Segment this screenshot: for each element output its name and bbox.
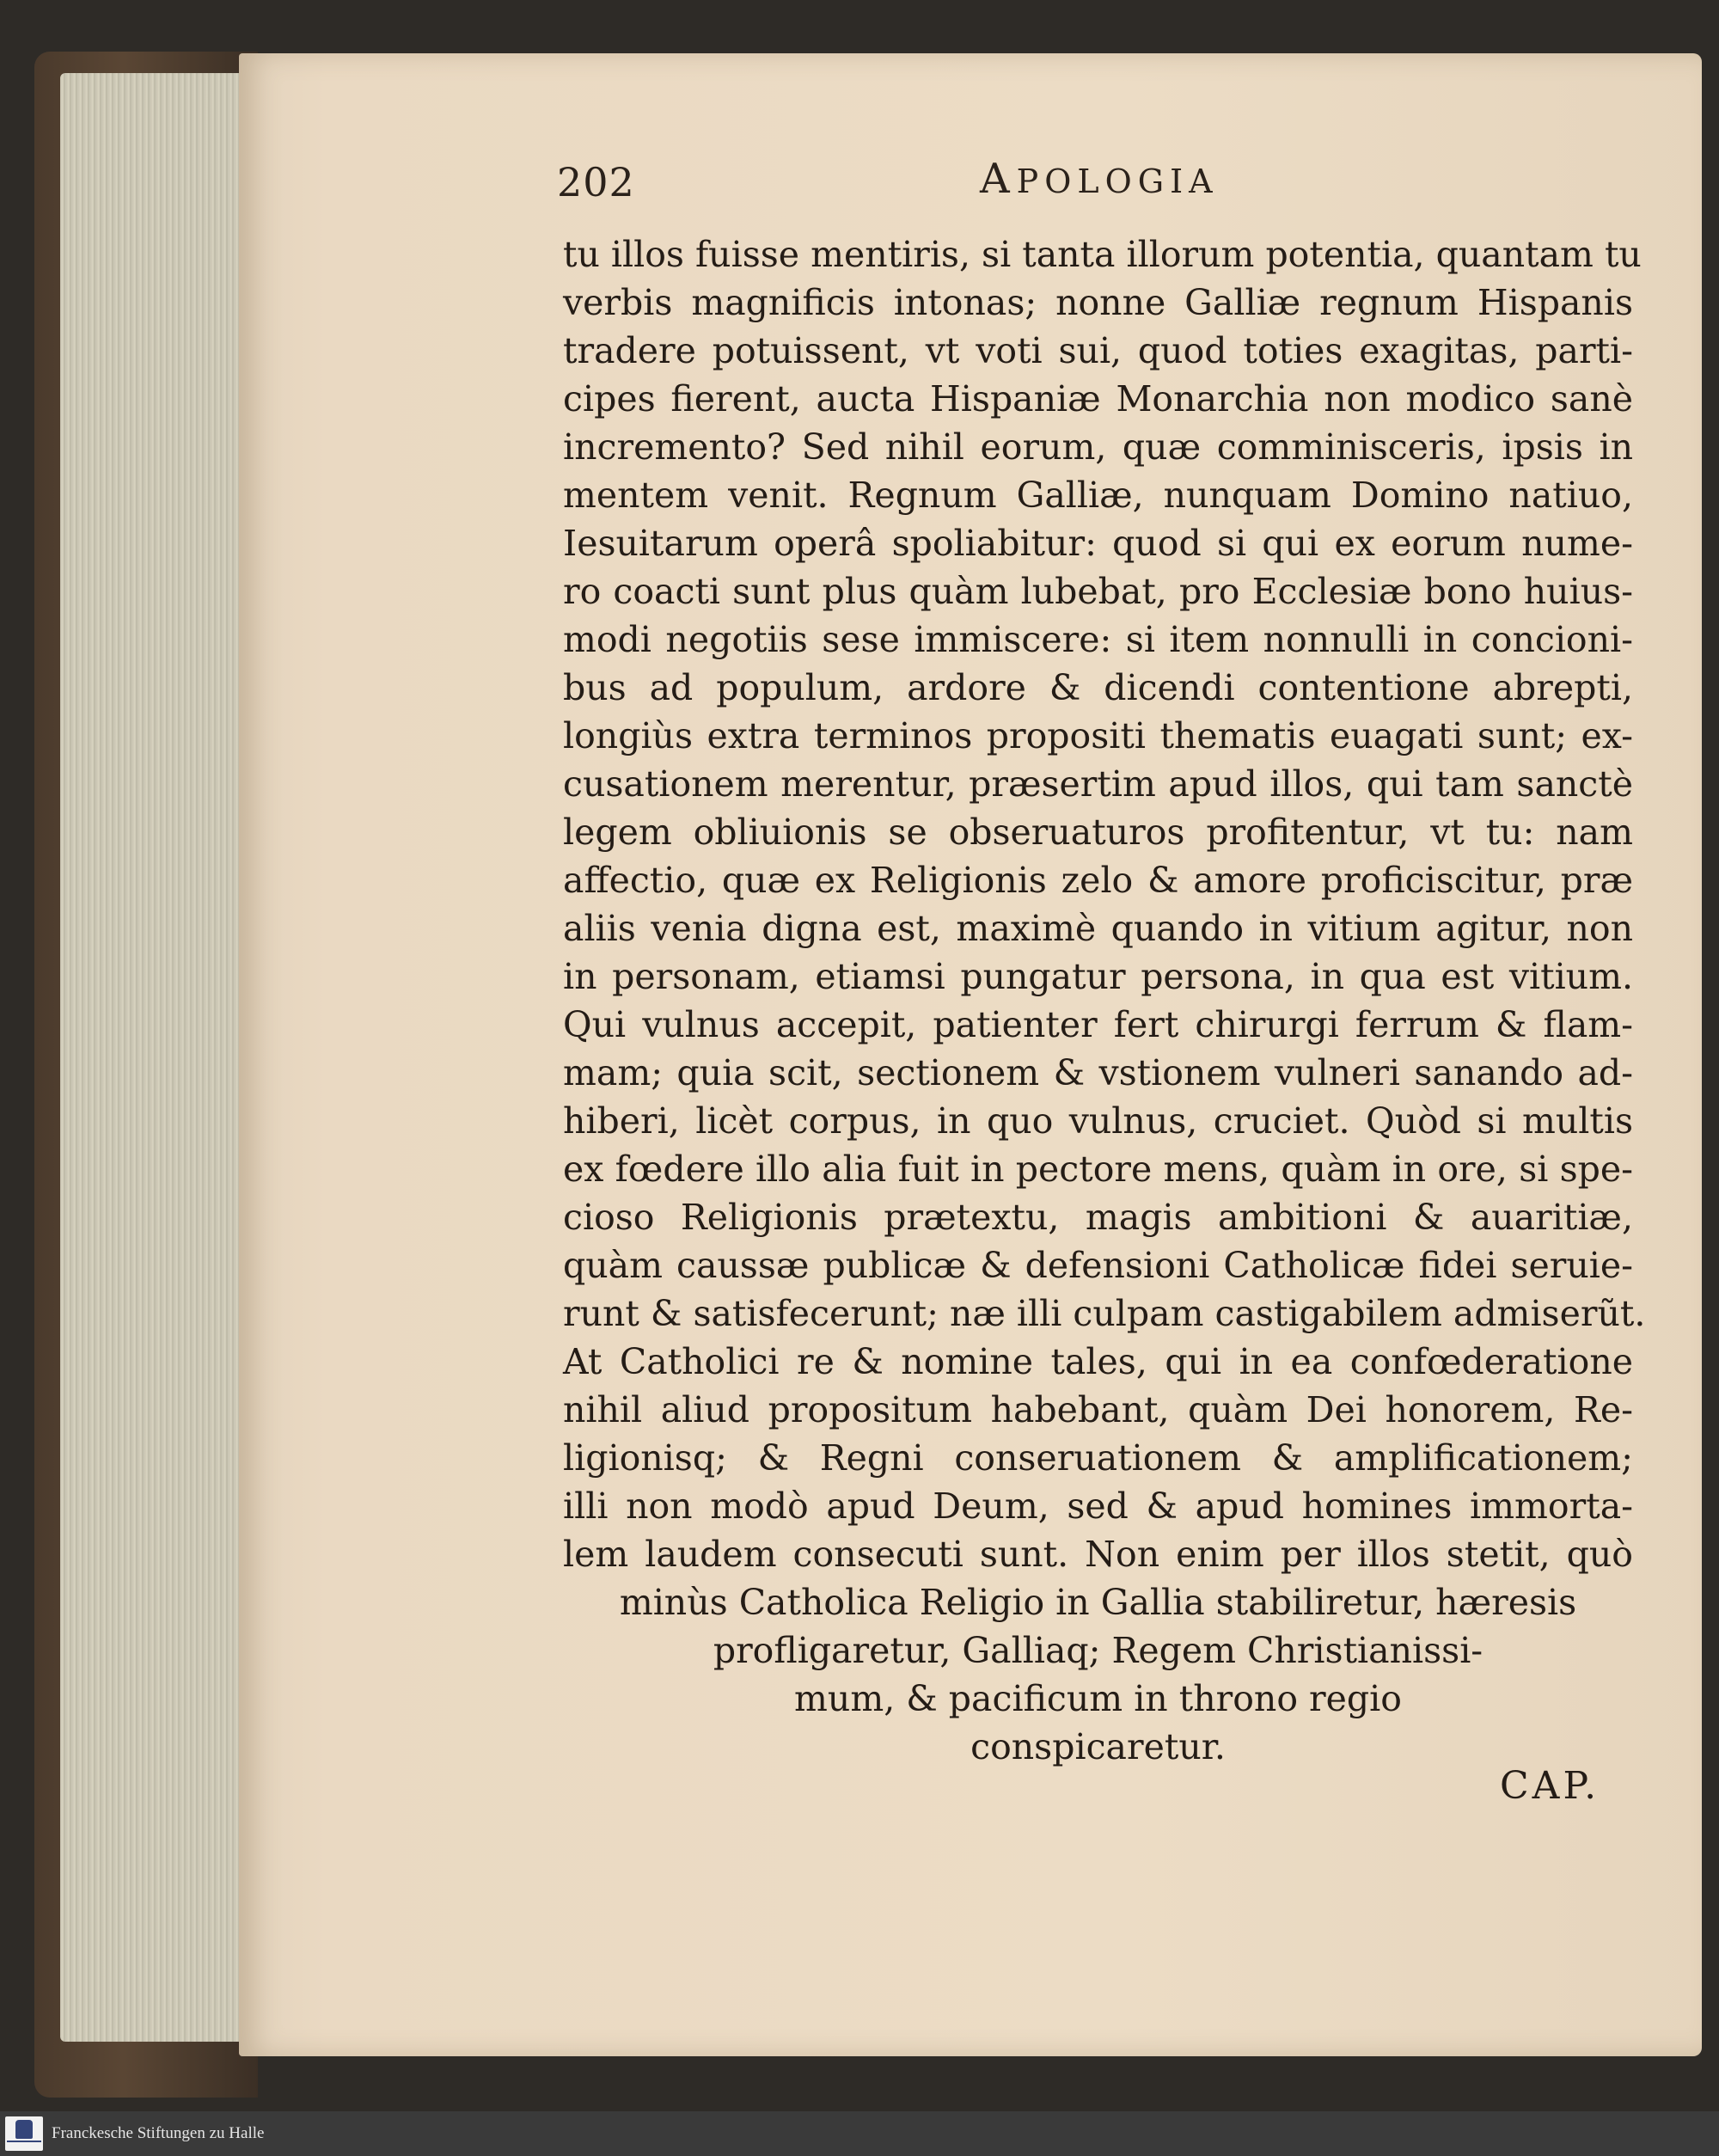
text-line: lem laudem consecuti sunt. Non enim per illos stetit, quò [563,1534,1633,1575]
text-line: aliis venia digna est, maximè quando in vitium agitur, non [563,908,1633,949]
text-line: ligionisq; & Regni conseruationem & amplificationem; [563,1437,1633,1479]
text-line: nihil aliud propositum habebant, quàm Dei honorem, Re- [563,1389,1633,1430]
text-line: tradere potuissent, vt voti sui, quod toties exagitas, parti- [563,330,1633,371]
running-head [980,155,1219,203]
text-line: hiberi, licèt corpus, in quo vulnus, cruciet. Quòd si multis [563,1100,1633,1142]
running-head-text: APOLOGIA [980,155,1219,203]
institution-label: Franckesche Stiftungen zu Halle [52,2124,265,2142]
page-number: 202 [557,159,635,205]
text-line: Qui vulnus accepit, patienter fert chirurgi ferrum & flam- [563,1004,1633,1045]
text-line: ro coacti sunt plus quàm lubebat, pro Ecclesiæ bono huius- [563,571,1633,612]
text-line: conspicaretur. [970,1726,1226,1767]
building-icon [15,2120,33,2139]
text-line: verbis magnificis intonas; nonne Galliæ regnum Hispanis [563,282,1633,323]
text-line: quàm caussæ publicæ & defensioni Catholicæ fidei seruie- [563,1245,1633,1286]
text-line: profligaretur, Galliaq; Regem Christianissi- [713,1630,1483,1671]
text-line: runt & satisfecerunt; næ illi culpam castigabilem admiserũt. [563,1293,1646,1334]
institution-logo [5,2116,43,2151]
text-line: bus ad populum, ardore & dicendi contentione abrepti, [563,667,1633,708]
text-line: cipes fierent, aucta Hispaniæ Monarchia non modico sanè [563,378,1633,420]
catchword: CAP. [1500,1764,1600,1808]
text-line: tu illos fuisse mentiris, si tanta illorum potentia, quantam tu [563,234,1642,275]
text-line: mam; quia scit, sectionem & vstionem vulneri sanando ad- [563,1052,1633,1093]
text-line: illi non modò apud Deum, sed & apud homines immorta- [563,1485,1633,1527]
text-line: affectio, quæ ex Religionis zelo & amore proficiscitur, præ [563,860,1633,901]
body-text [563,230,1646,1771]
text-line: cioso Religionis prætextu, magis ambitioni & auaritiæ, [563,1197,1633,1238]
page-edges [60,73,245,2042]
text-line: cusationem merentur, præsertim apud illos, qui tam sanctè [563,763,1633,805]
text-line: longiùs extra terminos propositi thematis euagati sunt; ex- [563,715,1633,756]
text-line: legem obliuionis se obseruaturos profitentur, vt tu: nam [563,812,1633,853]
text-line: mum, & pacificum in throno regio [794,1678,1402,1719]
text-line: incremento? Sed nihil eorum, quæ comminisceris, ipsis in [563,426,1633,468]
text-line: mentem venit. Regnum Galliæ, nunquam Domino natiuo, [563,475,1633,516]
footer-bar [0,2111,1719,2156]
text-line: in personam, etiamsi pungatur persona, in qua est vitium. [563,956,1633,997]
text-line: At Catholici re & nomine tales, qui in ea confœderatione [563,1341,1633,1382]
text-line: minùs Catholica Religio in Gallia stabiliretur, hæresis [619,1582,1577,1623]
text-line: Iesuitarum operâ spoliabitur: quod si qui ex eorum nume- [563,523,1633,564]
text-line: ex fœdere illo alia fuit in pectore mens, quàm in ore, si spe- [563,1148,1633,1190]
text-line: modi negotiis sese immiscere: si item nonnulli in concioni- [563,619,1633,660]
logo-underline [7,2141,41,2149]
